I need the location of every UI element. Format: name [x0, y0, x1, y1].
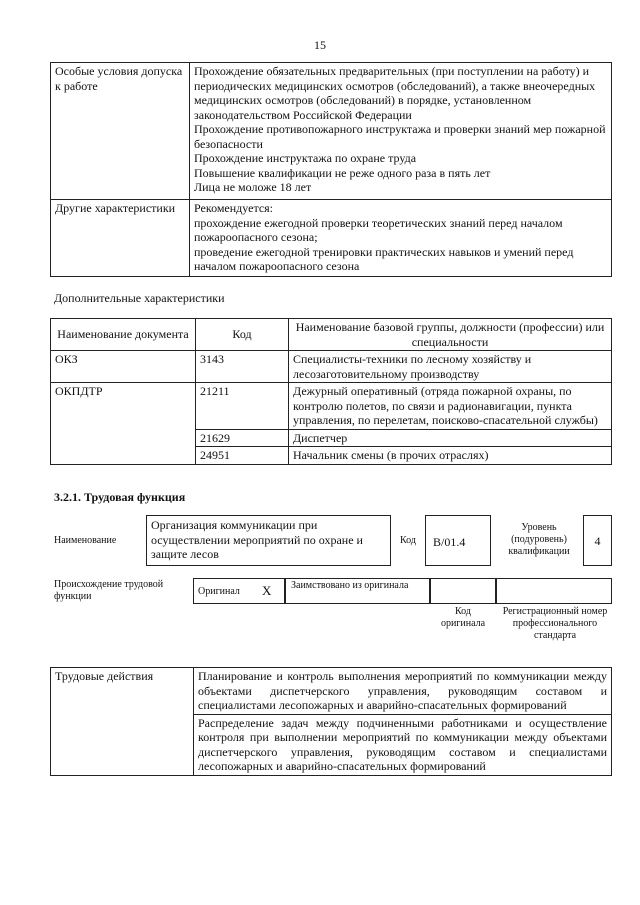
- code-original-label: Код оригинала: [440, 606, 486, 629]
- action-item: Распределение задач между подчиненными работниками и осуществление контроля при выполнении мероприятий по коммуникации между объектами диспетчерского управления, руководящим составом и специалистами лесопожарных и аварийно-спасательных формирований: [194, 714, 612, 775]
- special-item: Прохождение инструктажа по охране труда: [194, 151, 417, 165]
- code-original-box: [430, 578, 496, 604]
- special-item: Повышение квалификации не реже одного раза в пять лет: [194, 165, 491, 180]
- other-characteristics-cell: [190, 200, 612, 277]
- table-row: [51, 351, 612, 383]
- other-characteristics-label: Другие характеристики: [51, 200, 190, 277]
- name-label: Наименование: [54, 535, 117, 546]
- function-heading: 3.2.1. Трудовая функция: [54, 490, 186, 504]
- code-cell: 21211: [196, 383, 289, 430]
- code-box: [425, 515, 491, 566]
- doc-cell: ОКПДТР: [51, 383, 196, 465]
- code-cell: 21629: [196, 429, 289, 447]
- actions-table: [50, 667, 612, 776]
- special-item: Прохождение обязательных предварительных (при поступлении на работу) и периодических медицинских осмотров (обследований), а также внеочередных медицинских осмотров (обследований) в порядке, установленном законодательством Российской Федерации: [194, 64, 596, 122]
- reg-number-label: Регистрационный номер профессионального стандарта: [502, 606, 608, 641]
- reg-number-box: [496, 578, 612, 604]
- special-item: Лица не моложе 18 лет: [194, 180, 312, 194]
- doc-cell: ОКЗ: [51, 351, 196, 383]
- additional-table: [50, 318, 612, 465]
- level-value: 4: [594, 534, 601, 548]
- name-cell: Начальник смены (в прочих отраслях): [289, 447, 612, 465]
- function-name-box: [146, 515, 391, 566]
- conditions-table: [50, 62, 612, 277]
- col-code-header: Код: [196, 319, 289, 351]
- code-cell: 24951: [196, 447, 289, 465]
- code-label: Код: [400, 535, 416, 546]
- col-doc-header: Наименование документа: [51, 319, 196, 351]
- name-cell: Дежурный оперативный (отряда пожарной охраны, по контролю полетов, по связи и радионавигации, пункта управления, по перелетам, поисково-спасательной службы): [289, 383, 612, 430]
- table-row: [51, 200, 612, 277]
- special-conditions-cell: [190, 63, 612, 200]
- level-label: Уровень (подуровень) квалификации: [508, 522, 570, 557]
- other-item: Рекомендуется:: [194, 201, 274, 215]
- action-item: Планирование и контроль выполнения мероприятий по коммуникации между объектами диспетчерского управления, руководящим составом и специалистами лесопожарных и аварийно-спасательных формирований: [194, 668, 612, 715]
- special-item: Прохождение противопожарного инструктажа и проверки знаний мер пожарной безопасности: [194, 122, 606, 151]
- original-label: Оригинал: [198, 586, 240, 597]
- code-value: B/01.4: [433, 535, 466, 549]
- col-name-header: Наименование базовой группы, должности (профессии) или специальности: [289, 319, 612, 351]
- name-cell: Диспетчер: [289, 429, 612, 447]
- name-cell: Специалисты-техники по лесному хозяйству и лесозаготовительному производству: [289, 351, 612, 383]
- table-row: [51, 383, 612, 430]
- table-row: [51, 63, 612, 200]
- function-name-value: Организация коммуникации при осуществлении мероприятий по охране и защите лесов: [151, 518, 363, 561]
- table-row: [51, 668, 612, 715]
- origin-label: Происхождение трудовой функции: [54, 579, 164, 602]
- other-item: прохождение ежегодной проверки теоретических знаний перед началом пожароопасного сезона;: [194, 215, 563, 244]
- page-number: 15: [314, 38, 326, 52]
- special-conditions-label: Особые условия допуска к работе: [51, 63, 190, 200]
- borrowed-label: Заимствовано из оригинала: [291, 580, 409, 591]
- original-mark: X: [262, 583, 272, 598]
- code-cell: 3143: [196, 351, 289, 383]
- additional-heading: Дополнительные характеристики: [54, 291, 225, 305]
- table-header-row: [51, 319, 612, 351]
- actions-label: Трудовые действия: [51, 668, 194, 776]
- level-box: [583, 515, 612, 566]
- other-item: проведение ежегодной тренировки практических навыков и умений перед началом пожароопасного сезона: [194, 244, 574, 273]
